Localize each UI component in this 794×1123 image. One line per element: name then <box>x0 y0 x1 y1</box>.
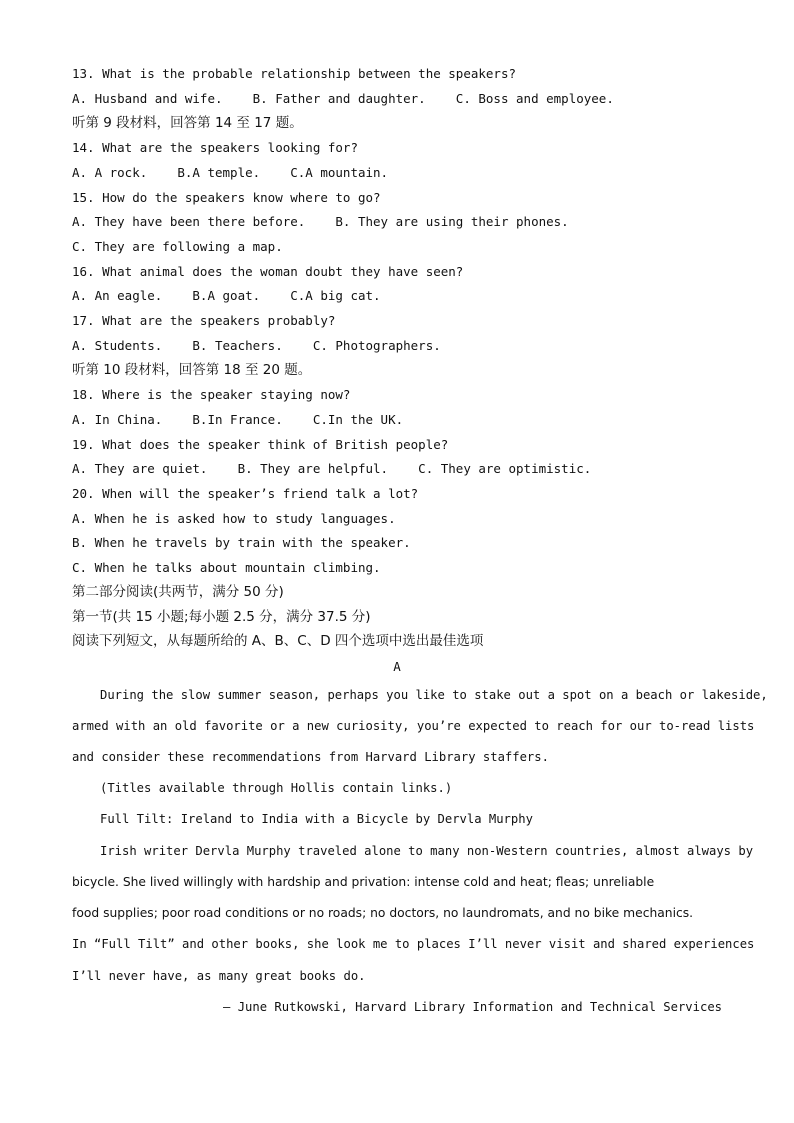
section-10-instruction: 听第 10 段材料，回答第 18 至 20 题。 <box>72 362 312 378</box>
question-15: 15. How do the speakers know where to go? <box>72 190 381 205</box>
question-15-option-c: C. They are following a map. <box>72 239 283 254</box>
passage-para-2-line-5: I’ll never have, as many great books do. <box>72 969 366 983</box>
question-20-option-c: C. When he talks about mountain climbing. <box>72 560 381 575</box>
question-18-options: A. In China. B.In France. C.In the UK. <box>72 412 404 427</box>
section-9-instruction: 听第 9 段材料，回答第 14 至 17 题。 <box>72 115 303 131</box>
question-19: 19. What does the speaker think of British people? <box>72 437 449 452</box>
part-2-instruction: 阅读下列短文，从每题所给的 A、B、C、D 四个选项中选出最佳选项 <box>72 633 484 649</box>
part-2-section-1: 第一节(共 15 小题;每小题 2.5 分，满分 37.5 分) <box>72 609 371 625</box>
passage-para-2-line-1: Irish writer Dervla Murphy traveled alone to many non-Western countries, almost always by <box>100 844 754 858</box>
question-20: 20. When will the speaker’s friend talk a lot? <box>72 486 419 501</box>
question-16: 16. What animal does the woman doubt they have seen? <box>72 264 464 279</box>
question-14-options: A. A rock. B.A temple. C.A mountain. <box>72 165 389 180</box>
question-17-options: A. Students. B. Teachers. C. Photographers. <box>72 338 441 353</box>
question-14: 14. What are the speakers looking for? <box>72 140 358 155</box>
book-title: Full Tilt: Ireland to India with a Bicycle by Dervla Murphy <box>100 812 533 826</box>
passage-para-2-line-3: food supplies; poor road conditions or no roads; no doctors, no laundromats, and no bike mechanics. <box>72 906 694 920</box>
passage-attribution: — June Rutkowski, Harvard Library Information and Technical Services <box>223 1000 722 1014</box>
question-18: 18. Where is the speaker staying now? <box>72 387 351 402</box>
passage-para-1-line-3: and consider these recommendations from Harvard Library staffers. <box>72 750 549 764</box>
question-17: 17. What are the speakers probably? <box>72 313 336 328</box>
passage-note: (Titles available through Hollis contain links.) <box>100 781 453 795</box>
part-2-title: 第二部分阅读(共两节，满分 50 分) <box>72 584 284 600</box>
question-13-options: A. Husband and wife. B. Father and daughter. C. Boss and employee. <box>72 91 614 106</box>
question-13: 13. What is the probable relationship between the speakers? <box>72 66 517 81</box>
passage-label: A <box>393 659 401 674</box>
passage-para-2-line-2: bicycle. She lived willingly with hardship and privation: intense cold and heat; fleas; unreliable <box>72 875 655 889</box>
passage-para-1-line-2: armed with an old favorite or a new curiosity, you’re expected to reach for our to-read lists <box>72 719 755 733</box>
passage-para-2-line-4: In “Full Tilt” and other books, she look me to places I’ll never visit and shared experiences <box>72 937 755 951</box>
question-16-options: A. An eagle. B.A goat. C.A big cat. <box>72 288 381 303</box>
question-15-options-ab: A. They have been there before. B. They are using their phones. <box>72 214 569 229</box>
passage-para-1-line-1: During the slow summer season, perhaps you like to stake out a spot on a beach or lakeside, <box>100 688 768 702</box>
question-19-options: A. They are quiet. B. They are helpful. C. They are optimistic. <box>72 461 592 476</box>
question-20-option-a: A. When he is asked how to study languages. <box>72 511 396 526</box>
question-20-option-b: B. When he travels by train with the speaker. <box>72 535 411 550</box>
